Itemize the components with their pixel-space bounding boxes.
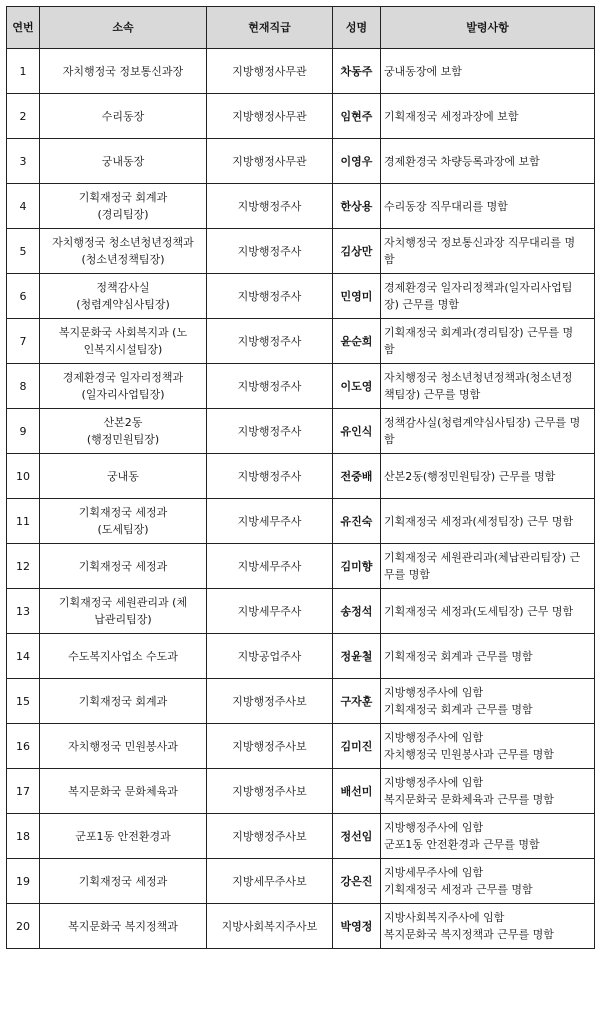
current-rank-cell: 지방행정주사 bbox=[207, 319, 333, 364]
person-name-cell: 차동주 bbox=[333, 49, 381, 94]
appointment-cell bbox=[381, 904, 595, 949]
person-name-cell: 한상용 bbox=[333, 184, 381, 229]
appointment-line: 지방사회복지주사에 임함 bbox=[384, 911, 505, 924]
department-line: 기획재정국 회계과 bbox=[78, 694, 168, 708]
department-cell bbox=[40, 229, 207, 274]
appointment-cell bbox=[381, 814, 595, 859]
row-number: 2 bbox=[7, 94, 40, 139]
appointment-cell bbox=[381, 634, 595, 679]
appointment-line: 경제환경국 차량등록과장에 보함 bbox=[384, 154, 540, 168]
department-line: 경제환경국 일자리정책과 bbox=[62, 371, 184, 384]
department-cell bbox=[40, 859, 207, 904]
table-row bbox=[7, 544, 595, 589]
header-row bbox=[7, 7, 595, 49]
department-cell bbox=[40, 94, 207, 139]
row-number: 11 bbox=[7, 499, 40, 544]
appointment-line: 지방세무주사에 임함 bbox=[384, 866, 484, 879]
person-name-cell: 정선임 bbox=[333, 814, 381, 859]
appointment-line: 지방행정주사에 임함 bbox=[384, 686, 484, 699]
table-row bbox=[7, 679, 595, 724]
current-rank-cell: 지방행정사무관 bbox=[207, 94, 333, 139]
table-row bbox=[7, 409, 595, 454]
person-name-cell: 구자훈 bbox=[333, 679, 381, 724]
table-header bbox=[7, 7, 595, 49]
appointment-cell bbox=[381, 229, 595, 274]
department-cell bbox=[40, 364, 207, 409]
row-number: 16 bbox=[7, 724, 40, 769]
appointment-cell bbox=[381, 589, 595, 634]
appointment-line: 군포1동 안전환경과 근무를 명함 bbox=[384, 838, 540, 851]
department-line: 기획재정국 세원관리과 (체 bbox=[58, 596, 188, 609]
row-number: 1 bbox=[7, 49, 40, 94]
person-name-cell: 임현주 bbox=[333, 94, 381, 139]
row-number: 18 bbox=[7, 814, 40, 859]
appointment-line: 기획재정국 세정과장에 보함 bbox=[384, 109, 519, 123]
appointment-line: 자치행정국 민원봉사과 근무를 명함 bbox=[384, 748, 554, 761]
appointment-line: 함 bbox=[384, 343, 395, 356]
table-row bbox=[7, 94, 595, 139]
department-cell bbox=[40, 49, 207, 94]
person-name-cell: 윤순희 bbox=[333, 319, 381, 364]
appointment-line: 지방행정주사에 임함 bbox=[384, 821, 484, 834]
appointment-line: 기획재정국 회계과 근무를 명함 bbox=[384, 703, 533, 716]
appointment-line: 무를 명함 bbox=[384, 568, 431, 581]
person-name-cell: 유인식 bbox=[333, 409, 381, 454]
current-rank-cell: 지방세무주사보 bbox=[207, 859, 333, 904]
header-number: 연번 bbox=[7, 7, 40, 49]
department-cell bbox=[40, 904, 207, 949]
row-number: 14 bbox=[7, 634, 40, 679]
department-line: 수도복지사업소 수도과 bbox=[68, 649, 178, 663]
row-number: 13 bbox=[7, 589, 40, 634]
row-number: 7 bbox=[7, 319, 40, 364]
department-cell bbox=[40, 724, 207, 769]
department-line: 복지문화국 복지정책과 bbox=[68, 919, 178, 933]
current-rank-cell: 지방행정사무관 bbox=[207, 49, 333, 94]
appointment-cell bbox=[381, 724, 595, 769]
appointment-cell bbox=[381, 94, 595, 139]
current-rank-cell: 지방행정주사 bbox=[207, 184, 333, 229]
header-current-rank: 현재직급 bbox=[207, 7, 333, 49]
appointment-cell bbox=[381, 364, 595, 409]
current-rank-cell: 지방세무주사 bbox=[207, 544, 333, 589]
person-name-cell: 김미향 bbox=[333, 544, 381, 589]
department-line: 납관리팀장) bbox=[94, 613, 152, 626]
appointment-cell bbox=[381, 409, 595, 454]
header-name: 성명 bbox=[333, 7, 381, 49]
department-cell bbox=[40, 139, 207, 184]
department-cell bbox=[40, 274, 207, 319]
person-name-cell: 김상만 bbox=[333, 229, 381, 274]
row-number: 9 bbox=[7, 409, 40, 454]
appointment-cell bbox=[381, 499, 595, 544]
table-row bbox=[7, 499, 595, 544]
appointment-line: 장) 근무를 명함 bbox=[384, 298, 460, 311]
row-number: 3 bbox=[7, 139, 40, 184]
department-line: (경리팀장) bbox=[97, 208, 149, 221]
appointment-line: 수리동장 직무대리를 명함 bbox=[384, 199, 508, 213]
person-name-cell: 배선미 bbox=[333, 769, 381, 814]
row-number: 6 bbox=[7, 274, 40, 319]
appointment-line: 복지문화국 복지정책과 근무를 명함 bbox=[384, 928, 554, 941]
person-name-cell: 송정석 bbox=[333, 589, 381, 634]
current-rank-cell: 지방사회복지주사보 bbox=[207, 904, 333, 949]
department-cell bbox=[40, 634, 207, 679]
department-cell bbox=[40, 499, 207, 544]
current-rank-cell: 지방세무주사 bbox=[207, 589, 333, 634]
appointment-cell bbox=[381, 319, 595, 364]
appointment-line: 궁내동장에 보함 bbox=[384, 64, 462, 78]
department-cell bbox=[40, 589, 207, 634]
department-line: 기획재정국 세정과 bbox=[78, 506, 168, 519]
appointment-line: 기획재정국 세원관리과(체납관리팀장) 근 bbox=[384, 551, 581, 564]
appointment-line: 복지문화국 문화체육과 근무를 명함 bbox=[384, 793, 554, 806]
current-rank-cell: 지방행정주사 bbox=[207, 274, 333, 319]
appointment-cell bbox=[381, 184, 595, 229]
department-line: 군포1동 안전환경과 bbox=[75, 829, 171, 843]
appointment-line: 지방행정주사에 임함 bbox=[384, 731, 484, 744]
department-cell bbox=[40, 454, 207, 499]
person-name-cell: 유진숙 bbox=[333, 499, 381, 544]
appointment-cell bbox=[381, 454, 595, 499]
department-line: 복지문화국 사회복지과 (노 bbox=[58, 326, 188, 339]
department-line: 궁내동장 bbox=[101, 154, 145, 168]
person-name-cell: 강은진 bbox=[333, 859, 381, 904]
department-cell bbox=[40, 814, 207, 859]
row-number: 15 bbox=[7, 679, 40, 724]
person-name-cell: 정윤철 bbox=[333, 634, 381, 679]
current-rank-cell: 지방세무주사 bbox=[207, 499, 333, 544]
department-cell bbox=[40, 544, 207, 589]
current-rank-cell: 지방행정주사보 bbox=[207, 814, 333, 859]
appointment-line: 기획재정국 세정과(세정팀장) 근무 명함 bbox=[384, 514, 574, 528]
department-cell bbox=[40, 409, 207, 454]
table-row bbox=[7, 859, 595, 904]
table-row bbox=[7, 319, 595, 364]
department-line: 복지문화국 문화체육과 bbox=[68, 784, 178, 798]
appointment-line: 정책감사실(청렴계약심사팀장) 근무를 명 bbox=[384, 416, 581, 429]
table-row bbox=[7, 229, 595, 274]
department-line: 자치행정국 정보통신과장 bbox=[62, 64, 184, 78]
current-rank-cell: 지방행정주사보 bbox=[207, 679, 333, 724]
department-line: 기획재정국 세정과 bbox=[78, 559, 168, 573]
department-line: (행정민원팀장) bbox=[86, 433, 160, 446]
personnel-appointment-table bbox=[6, 6, 595, 949]
appointment-cell bbox=[381, 859, 595, 904]
current-rank-cell: 지방행정주사 bbox=[207, 364, 333, 409]
department-line: (도세팀장) bbox=[97, 523, 149, 536]
current-rank-cell: 지방행정주사 bbox=[207, 454, 333, 499]
row-number: 8 bbox=[7, 364, 40, 409]
appointment-line: 함 bbox=[384, 433, 395, 446]
table-row bbox=[7, 274, 595, 319]
header-department: 소속 bbox=[40, 7, 207, 49]
department-line: (일자리사업팀장) bbox=[81, 388, 165, 401]
department-line: 기획재정국 회계과 bbox=[78, 191, 168, 204]
table-row bbox=[7, 904, 595, 949]
person-name-cell: 김미진 bbox=[333, 724, 381, 769]
appointment-line: 산본2동(행정민원팀장) 근무를 명함 bbox=[384, 469, 556, 483]
department-line: (청소년정책팀장) bbox=[81, 253, 165, 266]
current-rank-cell: 지방행정주사 bbox=[207, 229, 333, 274]
table-row bbox=[7, 49, 595, 94]
appointment-line: 기획재정국 회계과 근무를 명함 bbox=[384, 649, 533, 663]
department-line: (청렴계약심사팀장) bbox=[76, 298, 170, 311]
person-name-cell: 이영우 bbox=[333, 139, 381, 184]
row-number: 20 bbox=[7, 904, 40, 949]
appointment-cell bbox=[381, 139, 595, 184]
department-line: 수리동장 bbox=[101, 109, 145, 123]
department-line: 궁내동 bbox=[107, 469, 139, 483]
appointment-cell bbox=[381, 544, 595, 589]
appointment-cell bbox=[381, 679, 595, 724]
department-line: 정책감사실 bbox=[96, 281, 150, 294]
table-row bbox=[7, 724, 595, 769]
appointment-line: 경제환경국 일자리정책과(일자리사업팀 bbox=[384, 281, 573, 294]
table-row bbox=[7, 139, 595, 184]
row-number: 4 bbox=[7, 184, 40, 229]
department-cell bbox=[40, 184, 207, 229]
person-name-cell: 전중배 bbox=[333, 454, 381, 499]
row-number: 5 bbox=[7, 229, 40, 274]
person-name-cell: 이도영 bbox=[333, 364, 381, 409]
person-name-cell: 박영정 bbox=[333, 904, 381, 949]
current-rank-cell: 지방행정사무관 bbox=[207, 139, 333, 184]
appointment-line: 책팀장) 근무를 명함 bbox=[384, 388, 481, 401]
table-row bbox=[7, 454, 595, 499]
table-row bbox=[7, 769, 595, 814]
appointment-line: 기획재정국 세정과 근무를 명함 bbox=[384, 883, 533, 896]
appointment-line: 기획재정국 회계과(경리팀장) 근무를 명 bbox=[384, 326, 574, 339]
appointment-line: 기획재정국 세정과(도세팀장) 근무 명함 bbox=[384, 604, 574, 618]
department-cell bbox=[40, 319, 207, 364]
row-number: 12 bbox=[7, 544, 40, 589]
row-number: 19 bbox=[7, 859, 40, 904]
department-line: 산본2동 bbox=[103, 416, 143, 429]
table-body bbox=[7, 49, 595, 949]
row-number: 17 bbox=[7, 769, 40, 814]
appointment-line: 함 bbox=[384, 253, 395, 266]
appointment-line: 자치행정국 정보통신과장 직무대리를 명 bbox=[384, 236, 576, 249]
row-number: 10 bbox=[7, 454, 40, 499]
appointment-line: 지방행정주사에 임함 bbox=[384, 776, 484, 789]
current-rank-cell: 지방행정주사보 bbox=[207, 724, 333, 769]
appointment-line: 자치행정국 청소년청년정책과(청소년정 bbox=[384, 371, 573, 384]
current-rank-cell: 지방행정주사보 bbox=[207, 769, 333, 814]
department-line: 기획재정국 세정과 bbox=[78, 874, 168, 888]
table-row bbox=[7, 364, 595, 409]
department-line: 자치행정국 민원봉사과 bbox=[68, 739, 178, 753]
table-row bbox=[7, 589, 595, 634]
person-name-cell: 민영미 bbox=[333, 274, 381, 319]
current-rank-cell: 지방행정주사 bbox=[207, 409, 333, 454]
table-row bbox=[7, 814, 595, 859]
table-row bbox=[7, 184, 595, 229]
department-line: 자치행정국 청소년청년정책과 bbox=[52, 236, 194, 249]
department-cell bbox=[40, 769, 207, 814]
table-row bbox=[7, 634, 595, 679]
header-appointment: 발령사항 bbox=[381, 7, 595, 49]
appointment-cell bbox=[381, 769, 595, 814]
department-cell bbox=[40, 679, 207, 724]
appointment-cell bbox=[381, 49, 595, 94]
current-rank-cell: 지방공업주사 bbox=[207, 634, 333, 679]
department-line: 인복지시설팀장) bbox=[83, 343, 163, 356]
appointment-cell bbox=[381, 274, 595, 319]
